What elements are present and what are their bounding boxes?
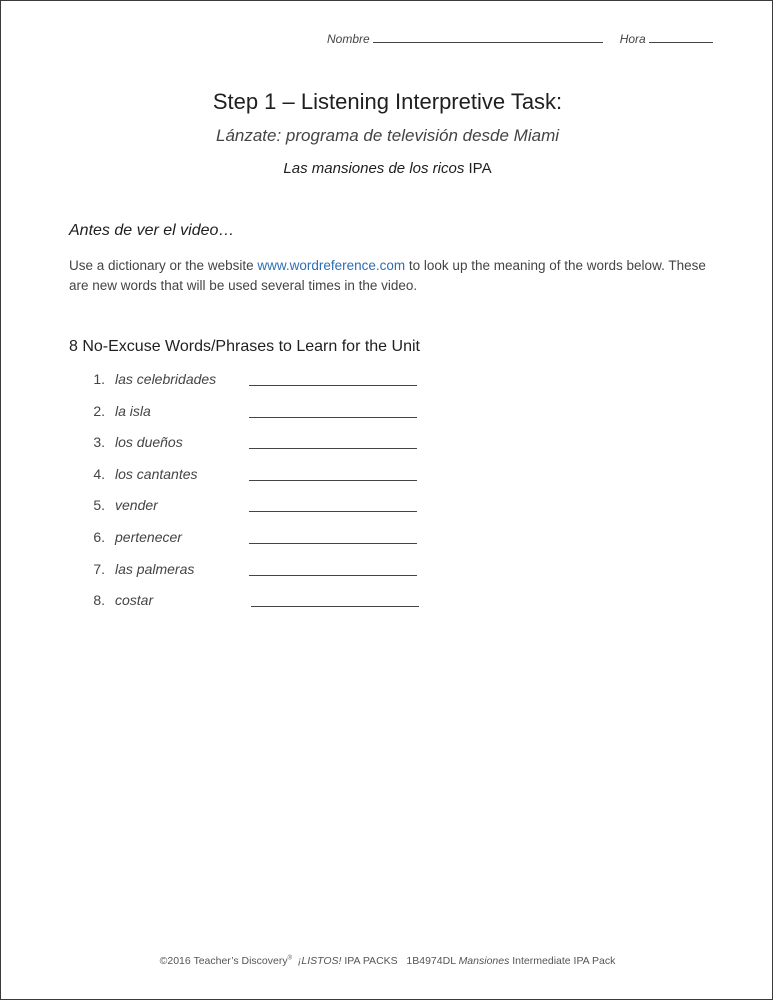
answer-line[interactable] — [249, 511, 417, 512]
instructions-text — [69, 256, 709, 296]
ipa-title-suffix: IPA — [468, 160, 492, 177]
word-number: 4. — [93, 465, 105, 482]
word-number: 7. — [93, 560, 105, 577]
answer-line[interactable] — [249, 448, 417, 449]
word-term: los dueños — [115, 434, 183, 451]
word-term: vender — [115, 497, 158, 514]
word-number: 8. — [93, 592, 105, 609]
words-heading: 8 No-Excuse Words/Phrases to Learn for the Unit — [69, 338, 420, 355]
footer-reg: ® — [287, 955, 293, 962]
answer-line[interactable] — [249, 543, 417, 544]
word-number: 6. — [93, 528, 105, 545]
instructions-prefix: Use a dictionary or the website — [69, 258, 258, 273]
word-term: los cantantes — [115, 465, 198, 482]
footer-rest: Intermediate IPA Pack — [509, 955, 616, 967]
footer-series: IPA PACKS 1B4974DL — [341, 955, 459, 967]
word-number: 2. — [93, 402, 105, 419]
footer-series-italic: ¡LISTOS! — [297, 955, 342, 967]
word-term: las palmeras — [115, 560, 195, 577]
instructions-suffix: to look up the meaning of the words below. These are new words that will be used several times in the video. — [69, 258, 706, 293]
header-fields — [327, 32, 713, 46]
answer-line[interactable] — [249, 480, 417, 481]
before-video-heading: Antes de ver el video… — [69, 222, 235, 239]
word-term: la isla — [115, 402, 151, 419]
ipa-title-italic: Las mansiones de los ricos — [283, 160, 465, 177]
footer-copyright: ©2016 Teacher’s Discovery — [159, 955, 288, 967]
page-subtitle: Lánzate: programa de televisión desde Miami — [215, 126, 560, 145]
answer-line[interactable] — [249, 385, 417, 386]
answer-line[interactable] — [249, 575, 417, 576]
hour-label: Hora — [619, 32, 646, 46]
answer-line[interactable] — [251, 606, 419, 607]
ipa-title — [1, 160, 773, 177]
page-title: Step 1 – Listening Interpretive Task: — [212, 89, 563, 114]
wordreference-link[interactable]: www.wordreference.com — [257, 258, 406, 273]
word-number: 3. — [93, 434, 105, 451]
word-term: pertenecer — [115, 528, 182, 545]
name-line[interactable] — [373, 32, 603, 43]
word-term: las celebridades — [115, 371, 217, 387]
word-number: 1. — [93, 371, 105, 387]
answer-line[interactable] — [249, 417, 417, 418]
page-footer — [1, 955, 773, 967]
word-number: 5. — [93, 497, 105, 514]
word-term: costar — [115, 592, 154, 609]
hour-line[interactable] — [649, 32, 713, 43]
footer-title-italic: Mansiones — [458, 955, 510, 967]
name-label: Nombre — [327, 32, 370, 46]
